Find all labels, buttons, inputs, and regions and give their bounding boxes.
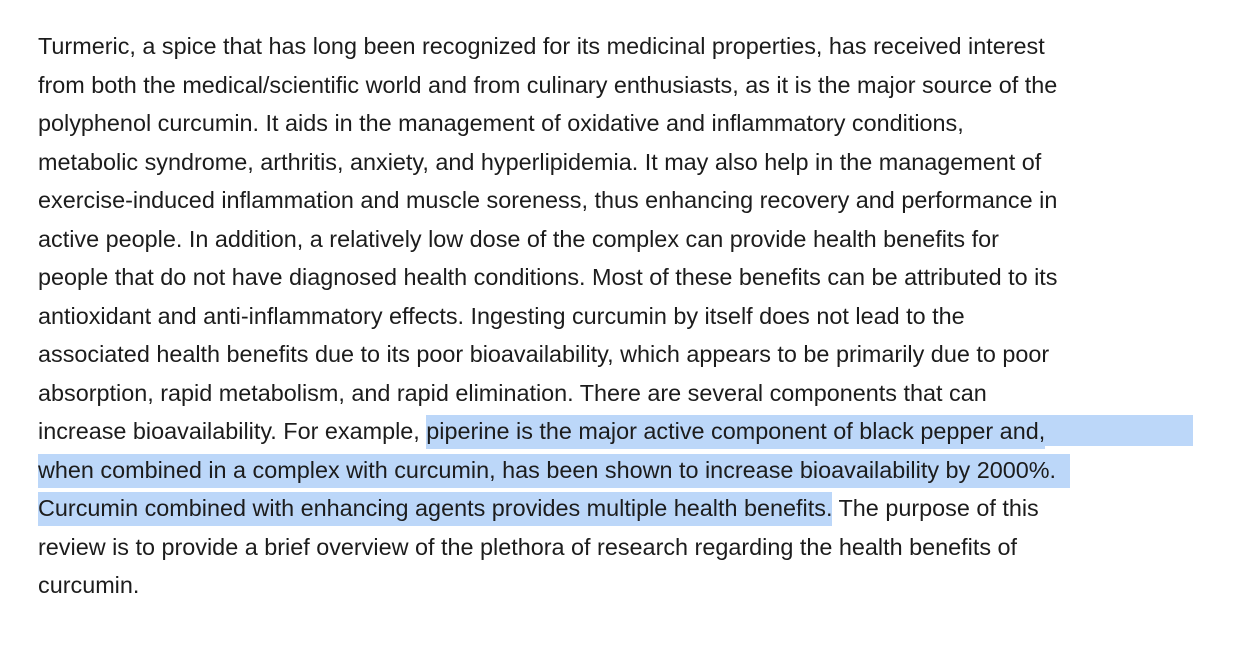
selection-extension	[1045, 415, 1193, 446]
text-line[interactable]	[38, 412, 1218, 451]
plain-text[interactable]: increase bioavailability. For example,	[38, 418, 427, 444]
text-line[interactable]: absorption, rapid metabolism, and rapid elimination. There are several components that can	[38, 379, 987, 406]
text-line[interactable]: review is to provide a brief overview of the plethora of research regarding the health benefits of	[38, 533, 1018, 560]
selected-text[interactable]: when combined in a complex with curcumin, has been shown to increase bioavailability by 2000%.	[38, 454, 1070, 488]
text-line[interactable]: antioxidant and anti-inflammatory effects. Ingesting curcumin by itself does not lead to the	[38, 302, 965, 329]
text-line[interactable]: polyphenol curcumin. It aids in the management of oxidative and inflammatory conditions,	[38, 110, 964, 136]
text-line[interactable]: curcumin.	[38, 572, 140, 598]
text-line[interactable]: Turmeric, a spice that has long been recognized for its medicinal properties, has received interest	[38, 33, 1045, 59]
selected-text[interactable]: Curcumin combined with enhancing agents provides multiple health benefits.	[38, 492, 832, 526]
text-line[interactable]	[38, 489, 1218, 528]
text-line[interactable]	[38, 451, 1218, 490]
abstract-paragraph[interactable]	[38, 27, 1218, 605]
text-line[interactable]: exercise-induced inflammation and muscle soreness, thus enhancing recovery and performance in	[38, 187, 1058, 213]
text-line[interactable]: from both the medical/scientific world and from culinary enthusiasts, as it is the major source of the	[38, 71, 1058, 98]
text-line[interactable]: people that do not have diagnosed health conditions. Most of these benefits can be attributed to its	[38, 264, 1058, 290]
selected-text[interactable]: piperine is the major active component of black pepper and,	[426, 415, 1045, 449]
text-line[interactable]: metabolic syndrome, arthritis, anxiety, and hyperlipidemia. It may also help in the management of	[38, 148, 1042, 175]
plain-text[interactable]: The purpose of this	[832, 495, 1039, 521]
text-line[interactable]: associated health benefits due to its poor bioavailability, which appears to be primarily due to poor	[38, 341, 1050, 367]
text-line[interactable]: active people. In addition, a relatively low dose of the complex can provide health benefits for	[38, 225, 999, 252]
